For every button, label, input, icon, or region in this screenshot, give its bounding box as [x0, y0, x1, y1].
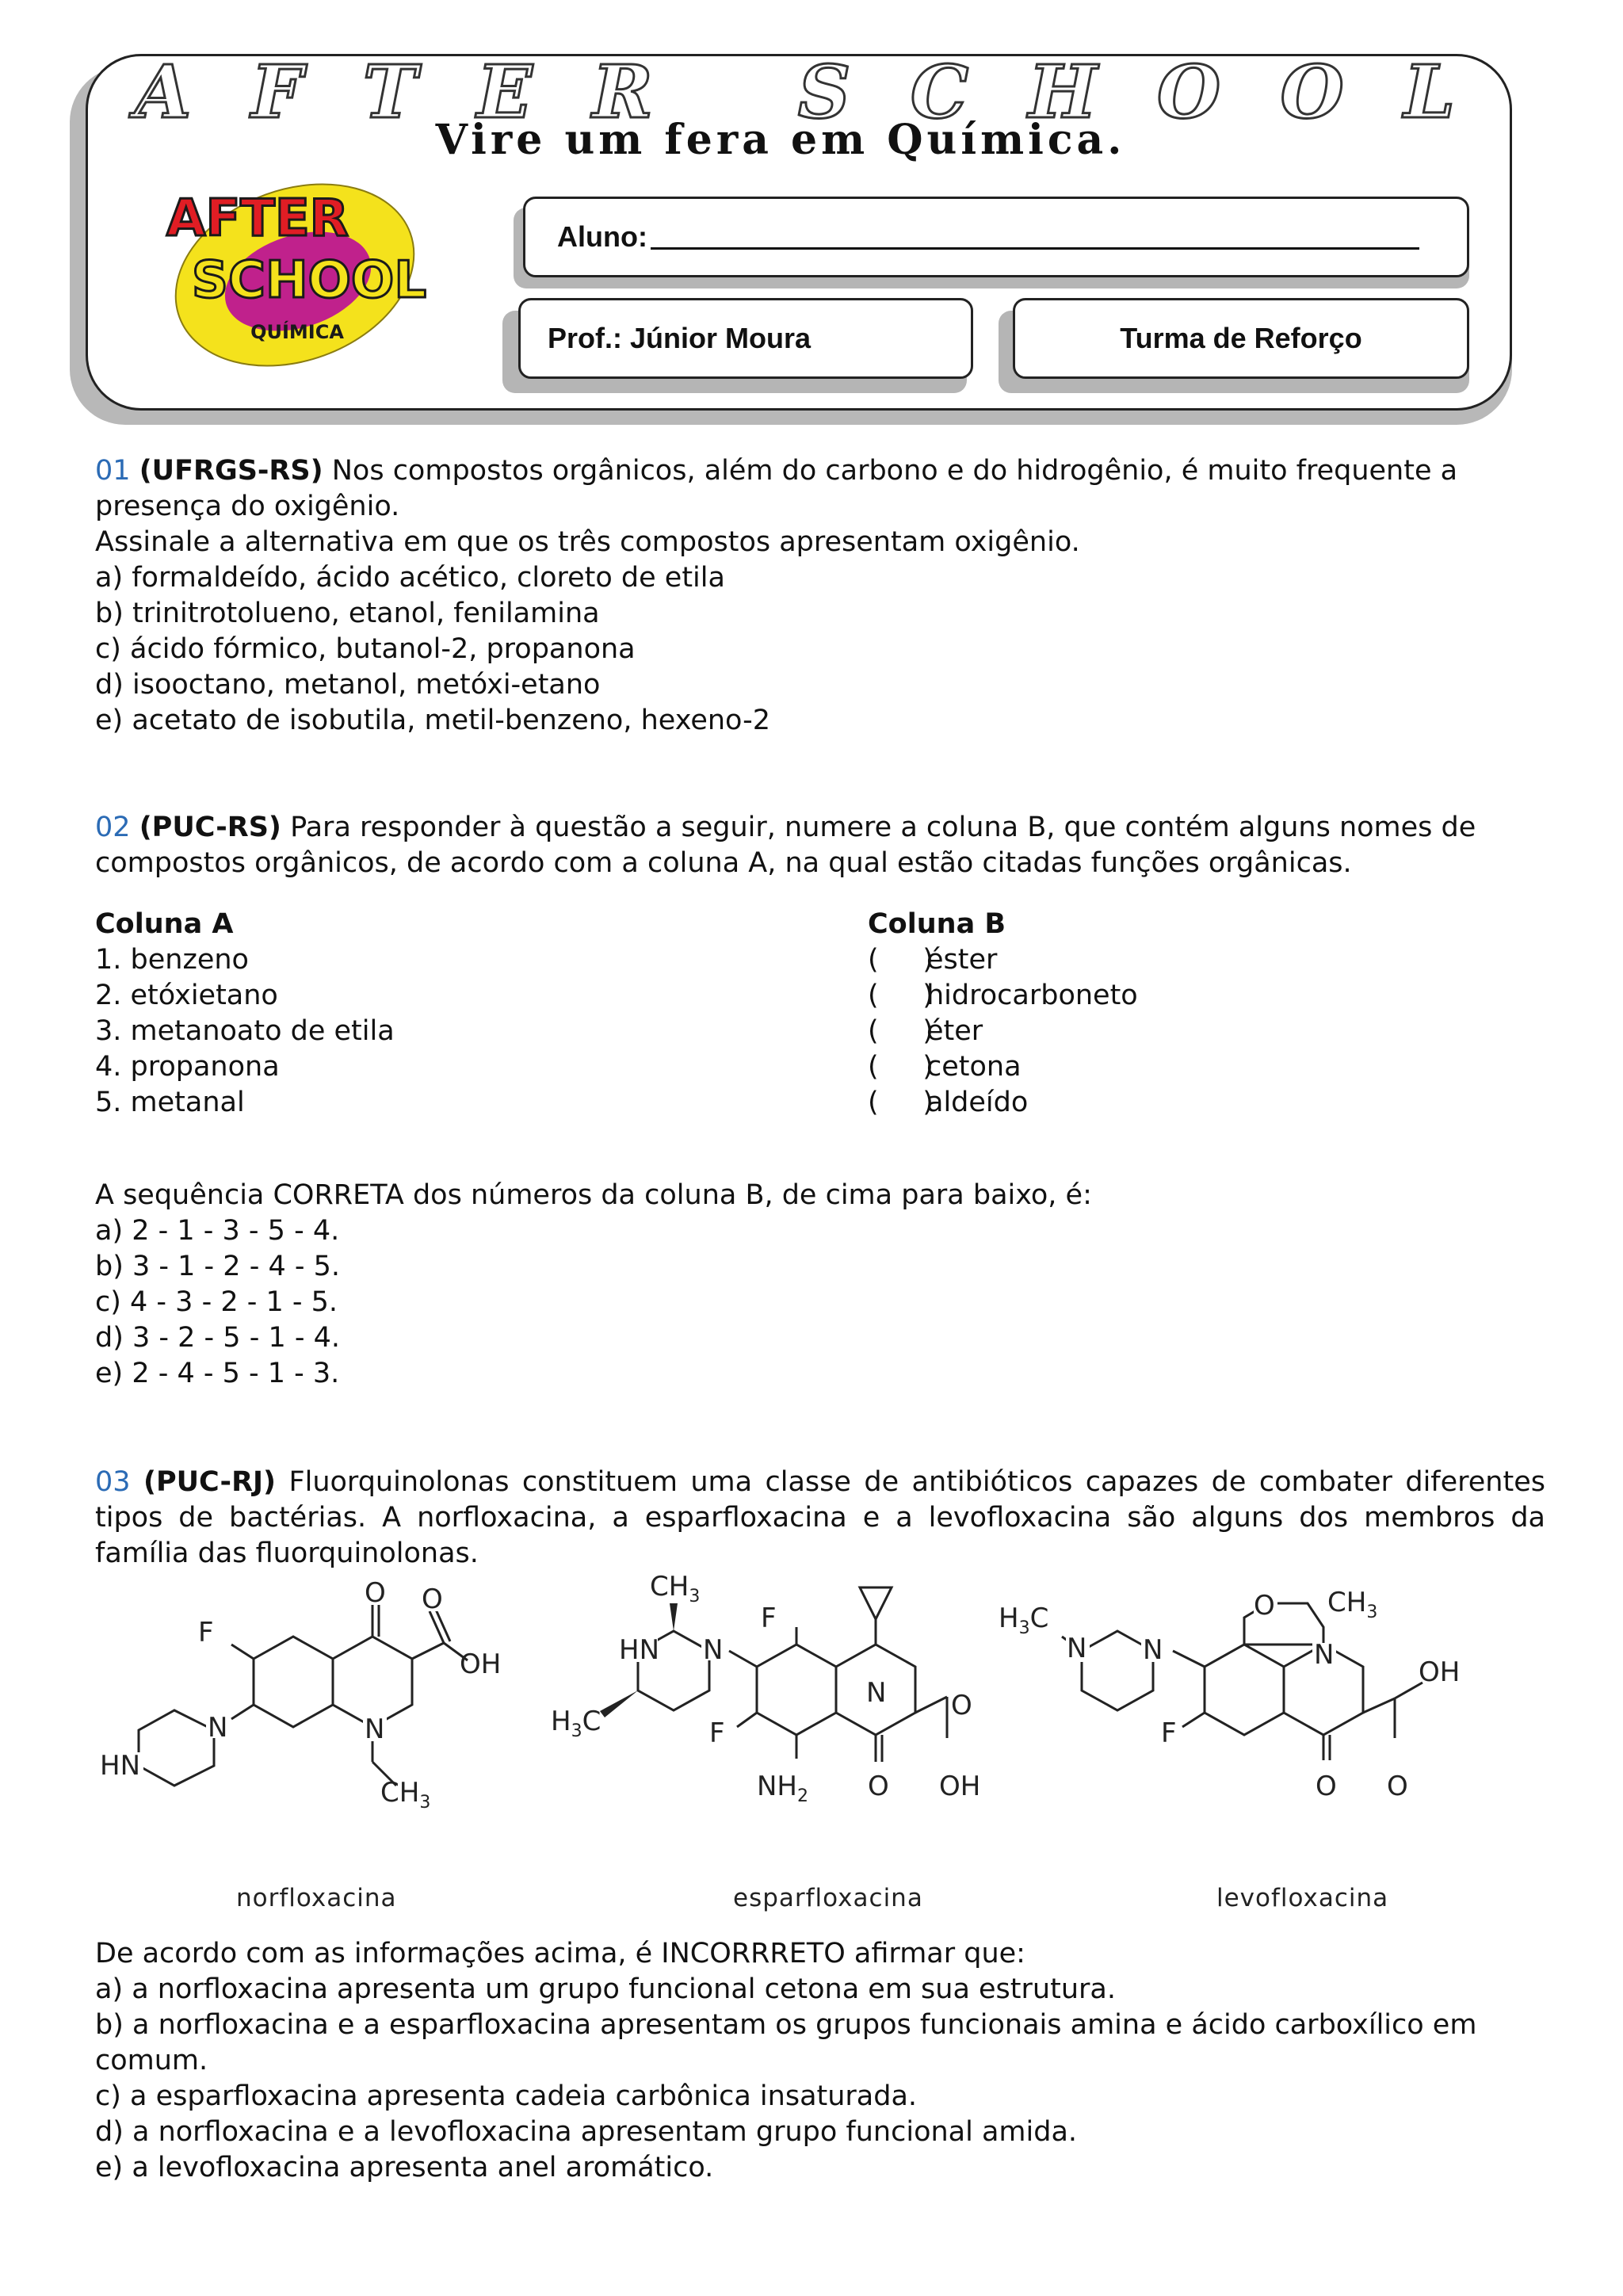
svg-text:AFTER SCHOOL: AFTER SCHOOL	[135, 57, 1482, 128]
option-a[interactable]: a) 2 - 1 - 3 - 5 - 4.	[95, 1215, 340, 1247]
option-e[interactable]: e) acetato de isobutila, metil-benzeno, hexeno-2	[95, 705, 771, 736]
svg-text:N: N	[208, 1712, 228, 1744]
option-a[interactable]: a) a norfloxacina apresenta um grupo funcional cetona em sua estrutura.	[95, 1973, 1116, 2005]
svg-text:N: N	[365, 1713, 385, 1745]
column-b-label: éster	[926, 944, 998, 976]
svg-text:H3C: $H_3C$	[551, 1706, 601, 1741]
column-b-item	[868, 1014, 1545, 1049]
answer-blank[interactable]: ( )	[868, 944, 934, 976]
option-b[interactable]: b) 3 - 1 - 2 - 4 - 5.	[95, 1251, 340, 1282]
question-text: Fluorquinolonas constituem uma classe de antibióticos capazes de combater diferentes tipos de bactérias. A norfloxacina, a esparfloxacina e a levofloxacina são alguns dos membros da família das fluorquinolonas.	[95, 1466, 1545, 1569]
turma-box	[1013, 298, 1469, 379]
norfloxacina-structure-icon	[95, 1572, 539, 1873]
answer-blank[interactable]: ( )	[868, 1015, 934, 1047]
column-b-item	[868, 1085, 1545, 1121]
answer-blank[interactable]: ( )	[868, 1051, 934, 1083]
question-source: (PUC-RS)	[139, 812, 281, 843]
question-source: (PUC-RJ)	[143, 1466, 277, 1498]
svg-text:O: O	[1254, 1590, 1275, 1622]
svg-text:F: F	[761, 1603, 777, 1634]
svg-text:N: N	[1314, 1639, 1335, 1671]
svg-text:CH3: $CH_3$	[380, 1777, 431, 1813]
svg-text:O: O	[868, 1771, 889, 1802]
column-b-label: éter	[926, 1015, 983, 1047]
column-b-label: aldeído	[926, 1087, 1029, 1118]
svg-text:HN: HN	[619, 1634, 659, 1666]
svg-text:HN: HN	[100, 1750, 140, 1782]
option-d[interactable]: d) a norfloxacina e a levofloxacina apresentam grupo funcional amida.	[95, 2116, 1078, 2148]
svg-text:F: F	[709, 1717, 725, 1749]
svg-text:SCHOOL: SCHOOL	[191, 251, 427, 310]
aluno-blank-line[interactable]	[651, 225, 1419, 250]
option-d[interactable]: d) isooctano, metanol, metóxi-etano	[95, 669, 601, 701]
column-a-item: 1. benzeno	[95, 944, 249, 976]
question-prompt: Assinale a alternativa em que os três compostos apresentam oxigênio.	[95, 526, 1080, 558]
svg-text:QUÍMICA: QUÍMICA	[250, 321, 344, 343]
column-b-label: hidrocarboneto	[926, 980, 1138, 1011]
column-a-item: 4. propanona	[95, 1051, 280, 1083]
worksheet-content	[95, 453, 1545, 2186]
svg-text:O: O	[422, 1584, 443, 1615]
matching-columns	[95, 907, 1545, 1121]
prof-label: Prof.: Júnior Moura	[548, 322, 811, 354]
svg-text:N: N	[866, 1677, 887, 1709]
answer-blank[interactable]: ( )	[868, 980, 934, 1011]
option-e[interactable]: e) a levofloxacina apresenta anel aromático.	[95, 2152, 714, 2183]
option-c[interactable]: c) 4 - 3 - 2 - 1 - 5.	[95, 1286, 338, 1318]
question-prompt: A sequência CORRETA dos números da coluna B, de cima para baixo, é:	[95, 1179, 1092, 1211]
svg-text:CH3: $CH_3$	[1327, 1587, 1378, 1622]
levofloxacina-label: levofloxacina	[1216, 1884, 1389, 1912]
structures-figure	[95, 1572, 1545, 1936]
option-b[interactable]: b) a norfloxacina e a esparfloxacina apresentam os grupos funcionais amina e ácido carboxílico em comum.	[95, 2009, 1477, 2076]
column-a	[95, 907, 868, 1121]
question-number: 02	[95, 812, 131, 843]
svg-text:N: N	[1067, 1633, 1087, 1664]
norfloxacina-label: norfloxacina	[236, 1884, 397, 1912]
svg-text:OH: OH	[939, 1771, 981, 1802]
levofloxacina-structure-icon	[999, 1572, 1553, 1873]
svg-text:N: N	[703, 1634, 724, 1666]
esparfloxacina-label: esparfloxacina	[733, 1884, 923, 1912]
question-prompt: De acordo com as informações acima, é INCORRRETO afirmar que:	[95, 1938, 1025, 1969]
option-a[interactable]: a) formaldeído, ácido acético, cloreto de etila	[95, 562, 725, 594]
column-b-title: Coluna B	[868, 908, 1006, 940]
option-c[interactable]: c) ácido fórmico, butanol-2, propanona	[95, 633, 636, 665]
svg-text:OH: OH	[1419, 1656, 1461, 1688]
option-d[interactable]: d) 3 - 2 - 5 - 1 - 4.	[95, 1322, 340, 1354]
option-c[interactable]: c) a esparfloxacina apresenta cadeia carbônica insaturada.	[95, 2080, 918, 2112]
column-a-title: Coluna A	[95, 908, 234, 940]
column-a-item: 5. metanal	[95, 1087, 245, 1118]
after-school-logo-icon	[111, 162, 475, 384]
svg-text:N: N	[1143, 1634, 1163, 1666]
svg-text:O: O	[1387, 1771, 1408, 1802]
answer-blank[interactable]: ( )	[868, 1087, 934, 1118]
question-number: 01	[95, 455, 131, 487]
column-a-item: 3. metanoato de etila	[95, 1015, 395, 1047]
aluno-field[interactable]	[523, 197, 1469, 277]
svg-text:F: F	[198, 1617, 214, 1648]
option-b[interactable]: b) trinitrotolueno, etanol, fenilamina	[95, 598, 600, 629]
question-text: Para responder à questão a seguir, numere a coluna B, que contém alguns nomes de compostos orgânicos, de acordo com a coluna A, na qual estão citadas funções orgânicas.	[95, 812, 1476, 879]
column-b	[868, 907, 1545, 1121]
question-source: (UFRGS-RS)	[139, 455, 323, 487]
svg-text:O: O	[365, 1577, 386, 1609]
svg-text:AFTER: AFTER	[166, 189, 349, 248]
header-subtitle: Vire um fera em Química.	[435, 116, 1126, 164]
prof-box	[518, 298, 973, 379]
question-text: Nos compostos orgânicos, além do carbono e do hidrogênio, é muito frequente a presença do oxigênio.	[95, 455, 1458, 522]
svg-text:H3C: $H_3C$	[999, 1603, 1049, 1638]
aluno-label: Aluno:	[557, 220, 647, 253]
question-2	[95, 810, 1545, 1392]
column-b-item	[868, 1049, 1545, 1085]
svg-text:O: O	[1316, 1771, 1337, 1802]
question-3	[95, 1465, 1545, 2186]
column-b-label: cetona	[926, 1051, 1022, 1083]
column-b-item	[868, 942, 1545, 978]
svg-text:OH: OH	[460, 1648, 502, 1680]
column-a-item: 2. etóxietano	[95, 980, 278, 1011]
option-e[interactable]: e) 2 - 4 - 5 - 1 - 3.	[95, 1358, 340, 1389]
question-1	[95, 453, 1545, 739]
svg-text:O: O	[951, 1690, 972, 1721]
svg-text:CH3: $CH_3$	[650, 1572, 701, 1606]
svg-text:NH2: $NH_2$	[757, 1771, 808, 1806]
esparfloxacina-structure-icon	[551, 1572, 1074, 1873]
turma-label: Turma de Reforço	[1120, 322, 1362, 354]
question-number: 03	[95, 1466, 131, 1498]
svg-text:F: F	[1161, 1717, 1177, 1749]
column-b-item	[868, 978, 1545, 1014]
